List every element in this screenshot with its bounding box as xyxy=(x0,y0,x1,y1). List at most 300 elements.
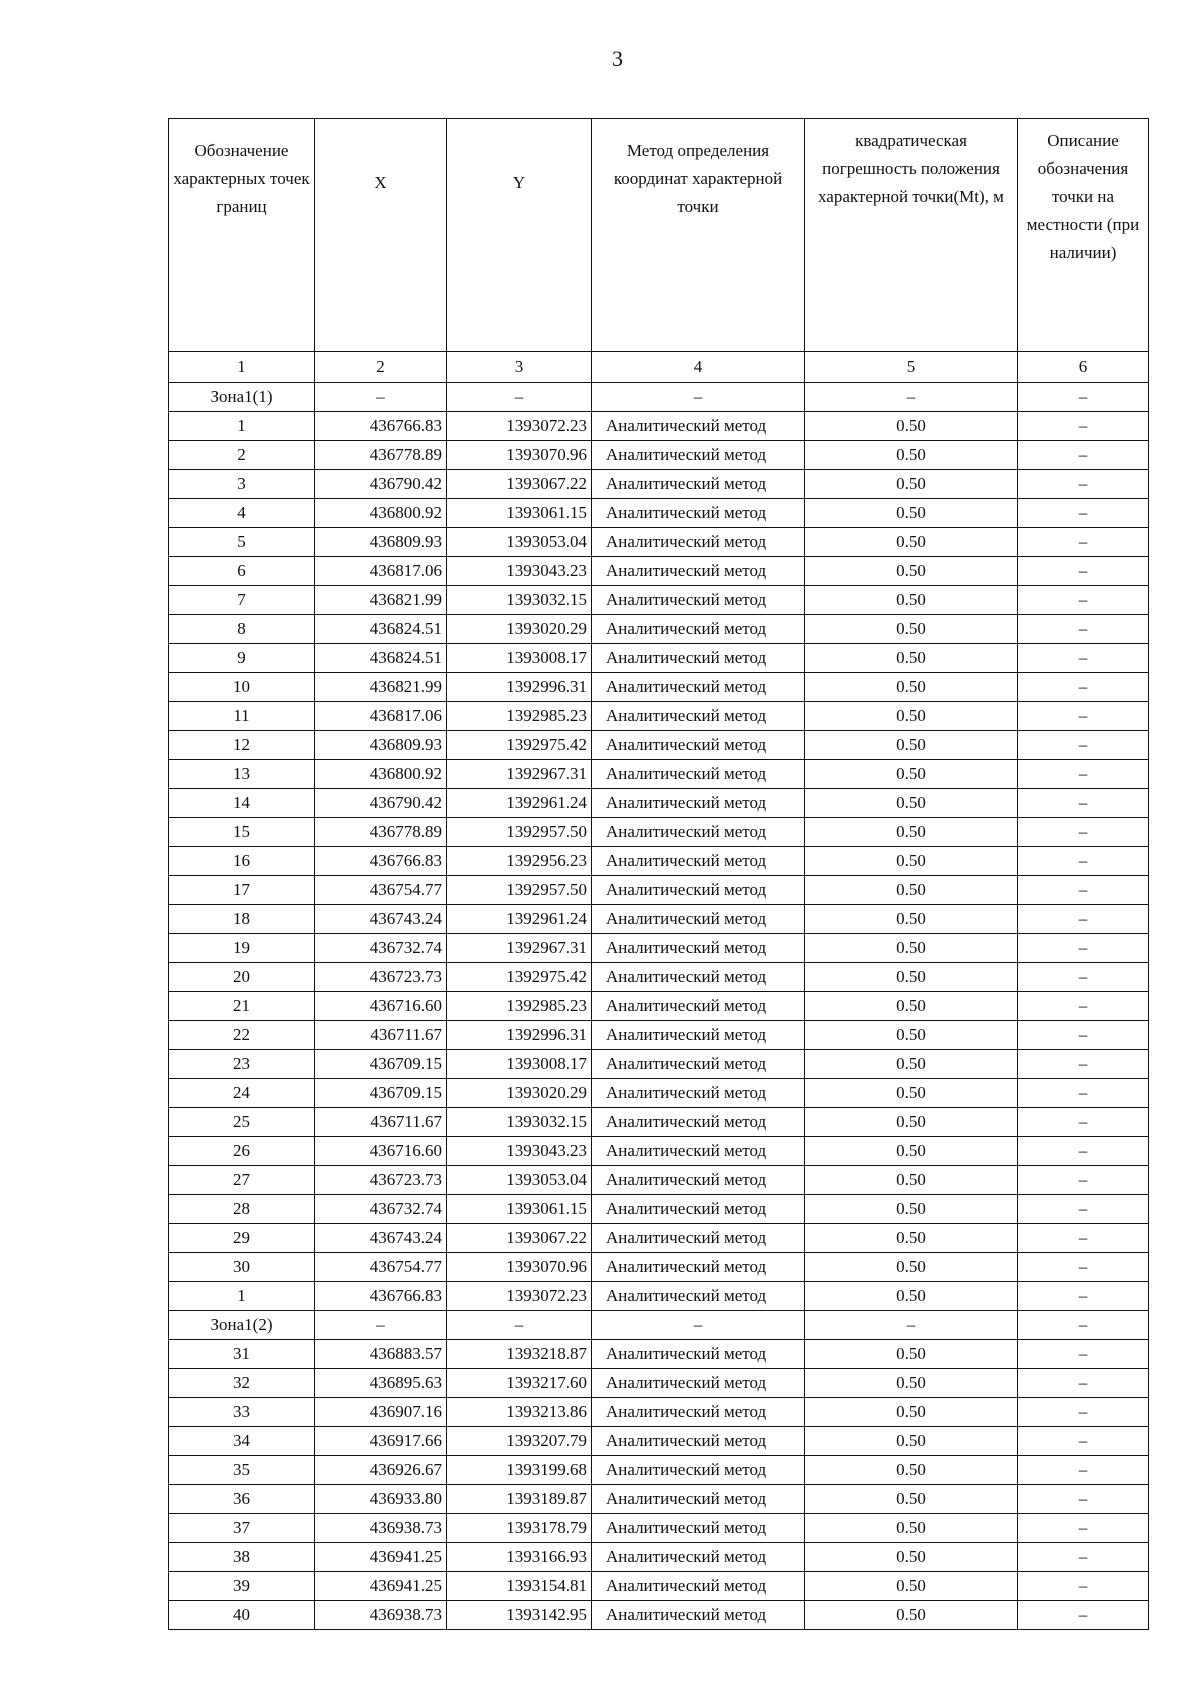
description-cell: – xyxy=(1018,470,1149,499)
method-cell: Аналитический метод xyxy=(592,789,805,818)
description-cell: – xyxy=(1018,1195,1149,1224)
method-cell: Аналитический метод xyxy=(592,1021,805,1050)
y-coordinate: 1393008.17 xyxy=(447,644,592,673)
table-row xyxy=(169,702,1149,731)
error-cell: 0.50 xyxy=(805,1195,1018,1224)
table-row xyxy=(169,1543,1149,1572)
x-coordinate: 436716.60 xyxy=(315,1137,447,1166)
method-cell: Аналитический метод xyxy=(592,876,805,905)
description-cell: – xyxy=(1018,673,1149,702)
method-cell: Аналитический метод xyxy=(592,934,805,963)
error-cell: 0.50 xyxy=(805,1514,1018,1543)
error-cell: 0.50 xyxy=(805,1108,1018,1137)
x-coordinate: 436754.77 xyxy=(315,876,447,905)
x-coordinate: 436907.16 xyxy=(315,1398,447,1427)
description-cell: – xyxy=(1018,412,1149,441)
table-row xyxy=(169,818,1149,847)
error-cell: 0.50 xyxy=(805,1282,1018,1311)
table-row xyxy=(169,1253,1149,1282)
point-number: 36 xyxy=(169,1485,315,1514)
x-coordinate: 436883.57 xyxy=(315,1340,447,1369)
column-number: 3 xyxy=(447,352,592,383)
y-coordinate: 1393199.68 xyxy=(447,1456,592,1485)
error-cell: 0.50 xyxy=(805,934,1018,963)
header-description: Описание обозначения точки на местности (при наличии) xyxy=(1018,119,1149,352)
y-coordinate: 1392956.23 xyxy=(447,847,592,876)
column-number: 5 xyxy=(805,352,1018,383)
y-coordinate: 1393067.22 xyxy=(447,1224,592,1253)
error-cell: 0.50 xyxy=(805,847,1018,876)
method-cell: Аналитический метод xyxy=(592,528,805,557)
table-body xyxy=(169,383,1149,1630)
table-row xyxy=(169,528,1149,557)
table-row xyxy=(169,615,1149,644)
description-cell: – xyxy=(1018,1601,1149,1630)
description-cell: – xyxy=(1018,586,1149,615)
y-coordinate: 1392961.24 xyxy=(447,789,592,818)
y-coordinate: 1393070.96 xyxy=(447,1253,592,1282)
table-row xyxy=(169,789,1149,818)
description-cell: – xyxy=(1018,1369,1149,1398)
column-number: 4 xyxy=(592,352,805,383)
x-coordinate: 436732.74 xyxy=(315,934,447,963)
dash-cell: – xyxy=(805,1311,1018,1340)
error-cell: 0.50 xyxy=(805,818,1018,847)
header-x: X xyxy=(315,119,447,352)
x-coordinate: 436809.93 xyxy=(315,731,447,760)
description-cell: – xyxy=(1018,1427,1149,1456)
description-cell: – xyxy=(1018,905,1149,934)
point-number: 15 xyxy=(169,818,315,847)
point-number: 40 xyxy=(169,1601,315,1630)
y-coordinate: 1393207.79 xyxy=(447,1427,592,1456)
method-cell: Аналитический метод xyxy=(592,1485,805,1514)
table-row xyxy=(169,1166,1149,1195)
point-number: 1 xyxy=(169,1282,315,1311)
x-coordinate: 436743.24 xyxy=(315,1224,447,1253)
description-cell: – xyxy=(1018,731,1149,760)
y-coordinate: 1393061.15 xyxy=(447,499,592,528)
error-cell: 0.50 xyxy=(805,441,1018,470)
y-coordinate: 1392996.31 xyxy=(447,1021,592,1050)
method-cell: Аналитический метод xyxy=(592,760,805,789)
method-cell: Аналитический метод xyxy=(592,470,805,499)
description-cell: – xyxy=(1018,1282,1149,1311)
method-cell: Аналитический метод xyxy=(592,412,805,441)
point-number: 6 xyxy=(169,557,315,586)
column-number: 1 xyxy=(169,352,315,383)
y-coordinate: 1392957.50 xyxy=(447,876,592,905)
x-coordinate: 436766.83 xyxy=(315,412,447,441)
x-coordinate: 436732.74 xyxy=(315,1195,447,1224)
table-row xyxy=(169,847,1149,876)
point-number: 2 xyxy=(169,441,315,470)
method-cell: Аналитический метод xyxy=(592,586,805,615)
x-coordinate: 436800.92 xyxy=(315,499,447,528)
point-number: 29 xyxy=(169,1224,315,1253)
y-coordinate: 1392961.24 xyxy=(447,905,592,934)
method-cell: Аналитический метод xyxy=(592,1514,805,1543)
description-cell: – xyxy=(1018,876,1149,905)
table-row xyxy=(169,441,1149,470)
y-coordinate: 1392975.42 xyxy=(447,963,592,992)
table-row xyxy=(169,1398,1149,1427)
description-cell: – xyxy=(1018,1166,1149,1195)
point-number: 16 xyxy=(169,847,315,876)
table-row xyxy=(169,1514,1149,1543)
error-cell: 0.50 xyxy=(805,1021,1018,1050)
description-cell: – xyxy=(1018,760,1149,789)
y-coordinate: 1393067.22 xyxy=(447,470,592,499)
y-coordinate: 1393008.17 xyxy=(447,1050,592,1079)
x-coordinate: 436821.99 xyxy=(315,586,447,615)
method-cell: Аналитический метод xyxy=(592,499,805,528)
method-cell: Аналитический метод xyxy=(592,731,805,760)
method-cell: Аналитический метод xyxy=(592,1108,805,1137)
method-cell: Аналитический метод xyxy=(592,1050,805,1079)
error-cell: 0.50 xyxy=(805,644,1018,673)
column-number: 2 xyxy=(315,352,447,383)
y-coordinate: 1393032.15 xyxy=(447,1108,592,1137)
point-number: 9 xyxy=(169,644,315,673)
method-cell: Аналитический метод xyxy=(592,1224,805,1253)
page-number: 3 xyxy=(612,46,623,71)
x-coordinate: 436800.92 xyxy=(315,760,447,789)
y-coordinate: 1392967.31 xyxy=(447,760,592,789)
y-coordinate: 1392967.31 xyxy=(447,934,592,963)
method-cell: Аналитический метод xyxy=(592,644,805,673)
description-cell: – xyxy=(1018,1456,1149,1485)
table-row xyxy=(169,1137,1149,1166)
method-cell: Аналитический метод xyxy=(592,905,805,934)
dash-cell: – xyxy=(805,383,1018,412)
y-coordinate: 1393032.15 xyxy=(447,586,592,615)
table-row xyxy=(169,1050,1149,1079)
table-row xyxy=(169,1195,1149,1224)
table-row xyxy=(169,644,1149,673)
point-number: 14 xyxy=(169,789,315,818)
x-coordinate: 436716.60 xyxy=(315,992,447,1021)
column-numbers-row xyxy=(169,352,1149,383)
x-coordinate: 436711.67 xyxy=(315,1108,447,1137)
y-coordinate: 1393061.15 xyxy=(447,1195,592,1224)
point-number: 39 xyxy=(169,1572,315,1601)
coordinates-table xyxy=(168,118,1149,1630)
method-cell: Аналитический метод xyxy=(592,1427,805,1456)
description-cell: – xyxy=(1018,963,1149,992)
x-coordinate: 436824.51 xyxy=(315,644,447,673)
description-cell: – xyxy=(1018,702,1149,731)
method-cell: Аналитический метод xyxy=(592,557,805,586)
point-number: 18 xyxy=(169,905,315,934)
point-number: 13 xyxy=(169,760,315,789)
table-row xyxy=(169,1572,1149,1601)
table-row xyxy=(169,1601,1149,1630)
error-cell: 0.50 xyxy=(805,1456,1018,1485)
table-row xyxy=(169,1021,1149,1050)
table-row xyxy=(169,1108,1149,1137)
x-coordinate: 436709.15 xyxy=(315,1079,447,1108)
description-cell: – xyxy=(1018,1572,1149,1601)
x-coordinate: 436754.77 xyxy=(315,1253,447,1282)
point-number: 7 xyxy=(169,586,315,615)
method-cell: Аналитический метод xyxy=(592,702,805,731)
method-cell: Аналитический метод xyxy=(592,1601,805,1630)
error-cell: 0.50 xyxy=(805,760,1018,789)
table-row xyxy=(169,934,1149,963)
table-row xyxy=(169,731,1149,760)
error-cell: 0.50 xyxy=(805,702,1018,731)
method-cell: Аналитический метод xyxy=(592,1079,805,1108)
description-cell: – xyxy=(1018,1398,1149,1427)
x-coordinate: 436809.93 xyxy=(315,528,447,557)
table-row xyxy=(169,1369,1149,1398)
method-cell: Аналитический метод xyxy=(592,1195,805,1224)
point-number: 24 xyxy=(169,1079,315,1108)
x-coordinate: 436917.66 xyxy=(315,1427,447,1456)
error-cell: 0.50 xyxy=(805,789,1018,818)
y-coordinate: 1393213.86 xyxy=(447,1398,592,1427)
point-number: 25 xyxy=(169,1108,315,1137)
point-number: 3 xyxy=(169,470,315,499)
column-number: 6 xyxy=(1018,352,1149,383)
x-coordinate: 436778.89 xyxy=(315,818,447,847)
zone-label: Зона1(1) xyxy=(169,383,315,412)
zone-row xyxy=(169,383,1149,412)
point-number: 22 xyxy=(169,1021,315,1050)
x-coordinate: 436723.73 xyxy=(315,963,447,992)
point-number: 38 xyxy=(169,1543,315,1572)
table-row xyxy=(169,557,1149,586)
error-cell: 0.50 xyxy=(805,1137,1018,1166)
method-cell: Аналитический метод xyxy=(592,1340,805,1369)
error-cell: 0.50 xyxy=(805,1079,1018,1108)
description-cell: – xyxy=(1018,615,1149,644)
dash-cell: – xyxy=(447,1311,592,1340)
dash-cell: – xyxy=(1018,383,1149,412)
point-number: 11 xyxy=(169,702,315,731)
dash-cell: – xyxy=(592,383,805,412)
header-point-designation: Обозначение характерных точек границ xyxy=(169,119,315,352)
y-coordinate: 1393166.93 xyxy=(447,1543,592,1572)
x-coordinate: 436790.42 xyxy=(315,789,447,818)
point-number: 35 xyxy=(169,1456,315,1485)
y-coordinate: 1392996.31 xyxy=(447,673,592,702)
method-cell: Аналитический метод xyxy=(592,441,805,470)
y-coordinate: 1393072.23 xyxy=(447,1282,592,1311)
method-cell: Аналитический метод xyxy=(592,1282,805,1311)
method-cell: Аналитический метод xyxy=(592,673,805,702)
error-cell: 0.50 xyxy=(805,412,1018,441)
y-coordinate: 1393020.29 xyxy=(447,615,592,644)
method-cell: Аналитический метод xyxy=(592,615,805,644)
point-number: 28 xyxy=(169,1195,315,1224)
description-cell: – xyxy=(1018,644,1149,673)
method-cell: Аналитический метод xyxy=(592,1572,805,1601)
method-cell: Аналитический метод xyxy=(592,1543,805,1572)
description-cell: – xyxy=(1018,528,1149,557)
x-coordinate: 436766.83 xyxy=(315,1282,447,1311)
error-cell: 0.50 xyxy=(805,470,1018,499)
y-coordinate: 1393218.87 xyxy=(447,1340,592,1369)
x-coordinate: 436709.15 xyxy=(315,1050,447,1079)
y-coordinate: 1393072.23 xyxy=(447,412,592,441)
error-cell: 0.50 xyxy=(805,1369,1018,1398)
table-row xyxy=(169,992,1149,1021)
method-cell: Аналитический метод xyxy=(592,1253,805,1282)
point-number: 32 xyxy=(169,1369,315,1398)
dash-cell: – xyxy=(315,1311,447,1340)
y-coordinate: 1393178.79 xyxy=(447,1514,592,1543)
description-cell: – xyxy=(1018,1485,1149,1514)
description-cell: – xyxy=(1018,1108,1149,1137)
point-number: 27 xyxy=(169,1166,315,1195)
error-cell: 0.50 xyxy=(805,876,1018,905)
table-row xyxy=(169,586,1149,615)
error-cell: 0.50 xyxy=(805,905,1018,934)
y-coordinate: 1393070.96 xyxy=(447,441,592,470)
y-coordinate: 1393043.23 xyxy=(447,557,592,586)
y-coordinate: 1393053.04 xyxy=(447,528,592,557)
description-cell: – xyxy=(1018,441,1149,470)
x-coordinate: 436723.73 xyxy=(315,1166,447,1195)
x-coordinate: 436790.42 xyxy=(315,470,447,499)
method-cell: Аналитический метод xyxy=(592,963,805,992)
table-row xyxy=(169,412,1149,441)
description-cell: – xyxy=(1018,1050,1149,1079)
x-coordinate: 436941.25 xyxy=(315,1572,447,1601)
y-coordinate: 1393217.60 xyxy=(447,1369,592,1398)
point-number: 33 xyxy=(169,1398,315,1427)
error-cell: 0.50 xyxy=(805,615,1018,644)
description-cell: – xyxy=(1018,789,1149,818)
x-coordinate: 436711.67 xyxy=(315,1021,447,1050)
point-number: 21 xyxy=(169,992,315,1021)
x-coordinate: 436938.73 xyxy=(315,1601,447,1630)
zone-row xyxy=(169,1311,1149,1340)
point-number: 31 xyxy=(169,1340,315,1369)
description-cell: – xyxy=(1018,992,1149,1021)
x-coordinate: 436926.67 xyxy=(315,1456,447,1485)
description-cell: – xyxy=(1018,499,1149,528)
y-coordinate: 1392975.42 xyxy=(447,731,592,760)
description-cell: – xyxy=(1018,557,1149,586)
error-cell: 0.50 xyxy=(805,528,1018,557)
error-cell: 0.50 xyxy=(805,557,1018,586)
table-row xyxy=(169,470,1149,499)
table-row xyxy=(169,760,1149,789)
method-cell: Аналитический метод xyxy=(592,992,805,1021)
point-number: 1 xyxy=(169,412,315,441)
error-cell: 0.50 xyxy=(805,1340,1018,1369)
x-coordinate: 436941.25 xyxy=(315,1543,447,1572)
table-row xyxy=(169,1282,1149,1311)
y-coordinate: 1392957.50 xyxy=(447,818,592,847)
description-cell: – xyxy=(1018,1224,1149,1253)
error-cell: 0.50 xyxy=(805,731,1018,760)
y-coordinate: 1393154.81 xyxy=(447,1572,592,1601)
description-cell: – xyxy=(1018,1340,1149,1369)
description-cell: – xyxy=(1018,847,1149,876)
table-row xyxy=(169,673,1149,702)
x-coordinate: 436817.06 xyxy=(315,702,447,731)
point-number: 23 xyxy=(169,1050,315,1079)
table-header xyxy=(169,119,1149,383)
dash-cell: – xyxy=(1018,1311,1149,1340)
x-coordinate: 436817.06 xyxy=(315,557,447,586)
dash-cell: – xyxy=(447,383,592,412)
point-number: 26 xyxy=(169,1137,315,1166)
error-cell: 0.50 xyxy=(805,1427,1018,1456)
x-coordinate: 436895.63 xyxy=(315,1369,447,1398)
error-cell: 0.50 xyxy=(805,1485,1018,1514)
table-row xyxy=(169,1340,1149,1369)
method-cell: Аналитический метод xyxy=(592,1137,805,1166)
description-cell: – xyxy=(1018,1253,1149,1282)
error-cell: 0.50 xyxy=(805,963,1018,992)
error-cell: 0.50 xyxy=(805,1224,1018,1253)
error-cell: 0.50 xyxy=(805,499,1018,528)
zone-label: Зона1(2) xyxy=(169,1311,315,1340)
table-row xyxy=(169,1224,1149,1253)
x-coordinate: 436743.24 xyxy=(315,905,447,934)
method-cell: Аналитический метод xyxy=(592,1369,805,1398)
y-coordinate: 1393189.87 xyxy=(447,1485,592,1514)
error-cell: 0.50 xyxy=(805,1543,1018,1572)
y-coordinate: 1393043.23 xyxy=(447,1137,592,1166)
table-row xyxy=(169,1485,1149,1514)
dash-cell: – xyxy=(592,1311,805,1340)
x-coordinate: 436938.73 xyxy=(315,1514,447,1543)
point-number: 5 xyxy=(169,528,315,557)
header-method: Метод определения координат характерной точки xyxy=(592,119,805,352)
error-cell: 0.50 xyxy=(805,992,1018,1021)
error-cell: 0.50 xyxy=(805,673,1018,702)
y-coordinate: 1392985.23 xyxy=(447,992,592,1021)
table-row xyxy=(169,876,1149,905)
description-cell: – xyxy=(1018,1021,1149,1050)
header-y: Y xyxy=(447,119,592,352)
point-number: 20 xyxy=(169,963,315,992)
point-number: 8 xyxy=(169,615,315,644)
error-cell: 0.50 xyxy=(805,1601,1018,1630)
x-coordinate: 436766.83 xyxy=(315,847,447,876)
description-cell: – xyxy=(1018,818,1149,847)
y-coordinate: 1393142.95 xyxy=(447,1601,592,1630)
description-cell: – xyxy=(1018,1079,1149,1108)
error-cell: 0.50 xyxy=(805,1166,1018,1195)
description-cell: – xyxy=(1018,1137,1149,1166)
y-coordinate: 1393020.29 xyxy=(447,1079,592,1108)
y-coordinate: 1392985.23 xyxy=(447,702,592,731)
error-cell: 0.50 xyxy=(805,1398,1018,1427)
error-cell: 0.50 xyxy=(805,586,1018,615)
point-number: 12 xyxy=(169,731,315,760)
description-cell: – xyxy=(1018,1543,1149,1572)
point-number: 37 xyxy=(169,1514,315,1543)
y-coordinate: 1393053.04 xyxy=(447,1166,592,1195)
point-number: 34 xyxy=(169,1427,315,1456)
table-row xyxy=(169,905,1149,934)
table-row xyxy=(169,963,1149,992)
point-number: 10 xyxy=(169,673,315,702)
x-coordinate: 436824.51 xyxy=(315,615,447,644)
description-cell: – xyxy=(1018,934,1149,963)
description-cell: – xyxy=(1018,1514,1149,1543)
method-cell: Аналитический метод xyxy=(592,818,805,847)
table-row xyxy=(169,1427,1149,1456)
method-cell: Аналитический метод xyxy=(592,1456,805,1485)
